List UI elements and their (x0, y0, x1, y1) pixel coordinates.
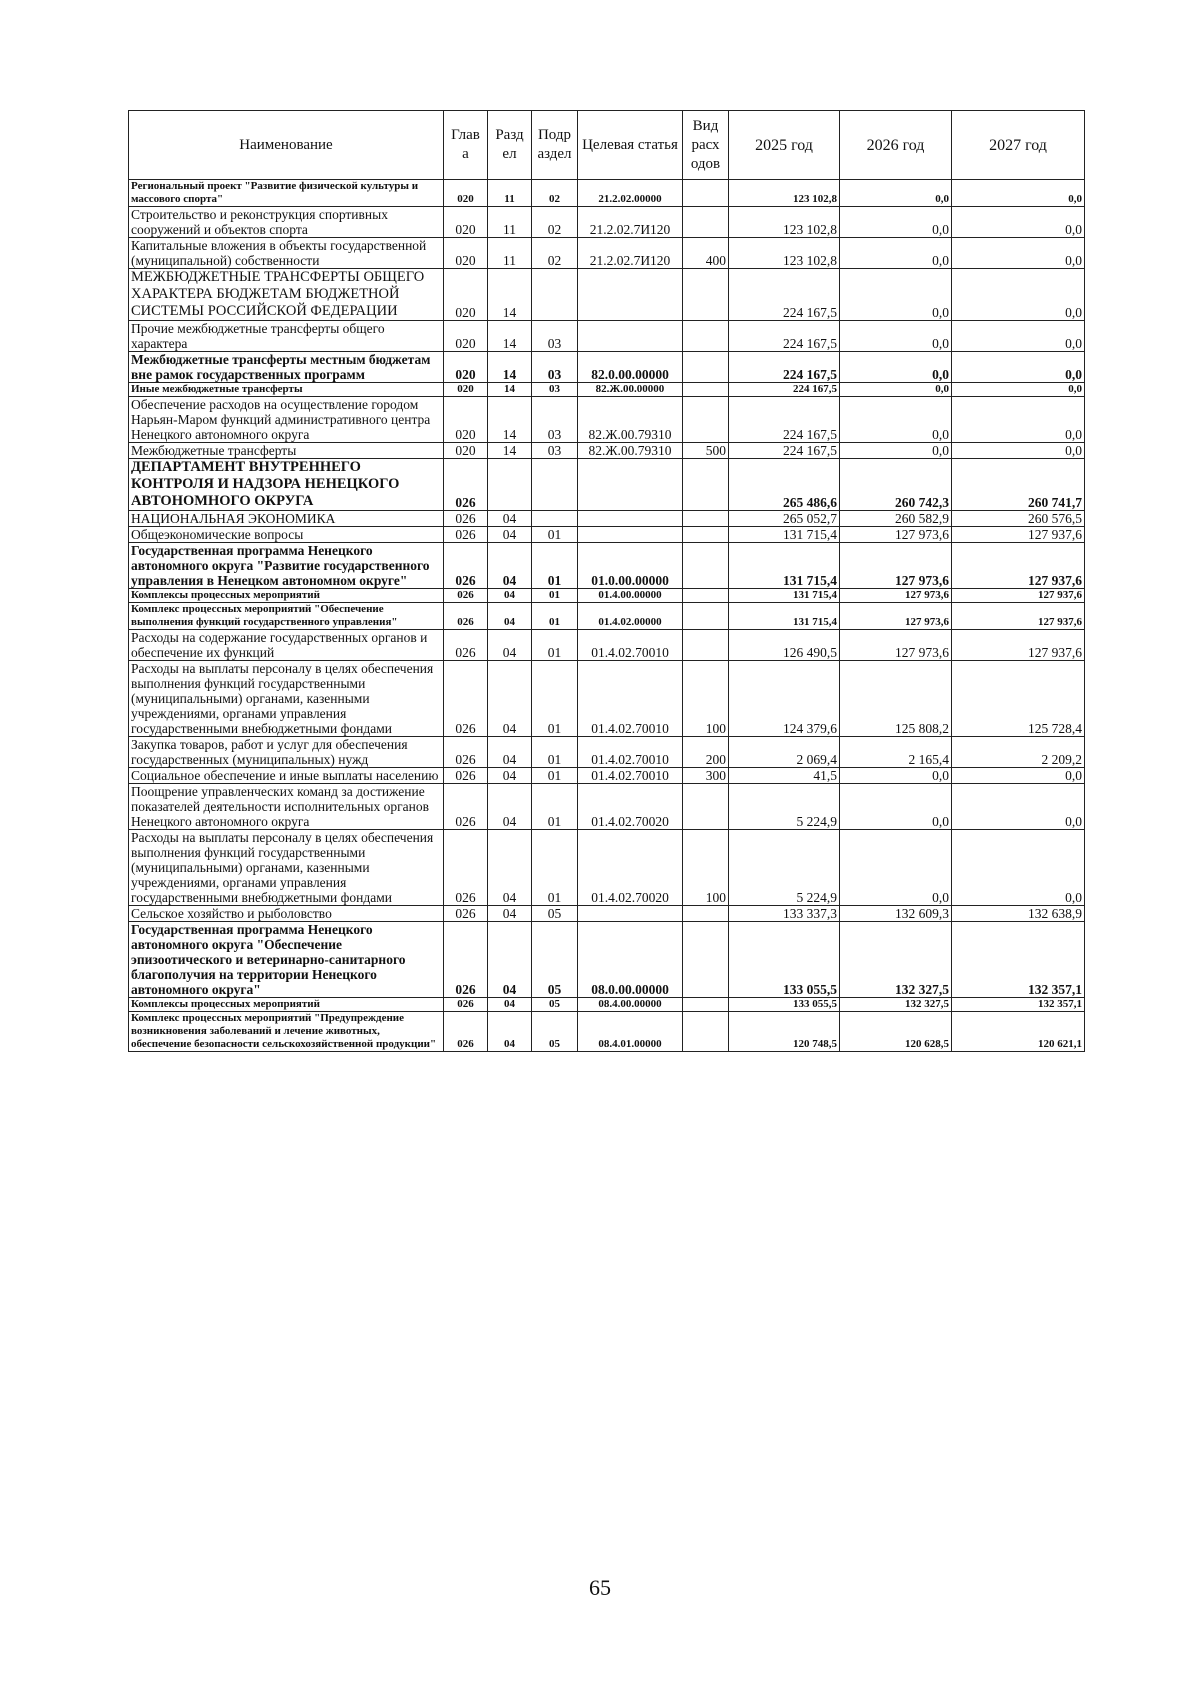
cell-p: 03 (532, 321, 578, 352)
table-row (129, 207, 1085, 238)
cell-v1: 131 715,4 (729, 527, 840, 543)
cell-p: 01 (532, 589, 578, 603)
cell-g: 020 (444, 443, 488, 459)
cell-vr (683, 527, 729, 543)
cell-v1: 224 167,5 (729, 383, 840, 397)
cell-r: 04 (488, 784, 532, 830)
cell-name: НАЦИОНАЛЬНАЯ ЭКОНОМИКА (129, 511, 444, 527)
cell-name: Комплексы процессных мероприятий (129, 998, 444, 1012)
cell-name: Расходы на выплаты персоналу в целях обеспечения выполнения функций государственными (муниципальными) органами, казенными учреждениями, органами управления государственными внебюджетными фондами (129, 661, 444, 737)
cell-p: 01 (532, 737, 578, 768)
header-name: Наименование (129, 111, 444, 180)
table-row (129, 630, 1085, 661)
table-row (129, 998, 1085, 1012)
cell-g: 026 (444, 922, 488, 998)
cell-v1: 224 167,5 (729, 443, 840, 459)
cell-r: 14 (488, 321, 532, 352)
cell-vr (683, 589, 729, 603)
cell-vr (683, 543, 729, 589)
cell-vr: 400 (683, 238, 729, 269)
cell-g: 020 (444, 321, 488, 352)
header-vr: Вид расх одов (683, 111, 729, 180)
cell-name: Межбюджетные трансферты (129, 443, 444, 459)
cell-name: Комплексы процессных мероприятий (129, 589, 444, 603)
table-row (129, 784, 1085, 830)
cell-v2: 127 973,6 (840, 630, 952, 661)
cell-vr: 200 (683, 737, 729, 768)
cell-p: 01 (532, 830, 578, 906)
table-row (129, 352, 1085, 383)
page-number: 65 (589, 1575, 611, 1600)
cell-v1: 123 102,8 (729, 238, 840, 269)
cell-name: Общеэкономические вопросы (129, 527, 444, 543)
cell-vr: 300 (683, 768, 729, 784)
cell-v2: 0,0 (840, 443, 952, 459)
cell-p: 01 (532, 527, 578, 543)
table-row (129, 269, 1085, 321)
cell-v1: 41,5 (729, 768, 840, 784)
cell-cs: 82.Ж.00.79310 (578, 397, 683, 443)
cell-v1: 224 167,5 (729, 397, 840, 443)
cell-g: 026 (444, 1012, 488, 1052)
header-2025: 2025 год (729, 111, 840, 180)
cell-r: 04 (488, 527, 532, 543)
table-row (129, 397, 1085, 443)
cell-g: 026 (444, 543, 488, 589)
cell-v1: 133 337,3 (729, 906, 840, 922)
cell-g: 020 (444, 352, 488, 383)
cell-v1: 124 379,6 (729, 661, 840, 737)
cell-g: 026 (444, 830, 488, 906)
cell-vr (683, 922, 729, 998)
cell-p: 05 (532, 922, 578, 998)
cell-p (532, 269, 578, 321)
cell-v2: 0,0 (840, 784, 952, 830)
cell-p: 01 (532, 661, 578, 737)
cell-v1: 131 715,4 (729, 589, 840, 603)
cell-cs: 01.4.02.70020 (578, 830, 683, 906)
cell-vr (683, 459, 729, 511)
cell-v2: 125 808,2 (840, 661, 952, 737)
cell-v3: 0,0 (952, 383, 1085, 397)
cell-p: 02 (532, 238, 578, 269)
cell-r: 04 (488, 661, 532, 737)
cell-vr (683, 207, 729, 238)
cell-r: 11 (488, 180, 532, 207)
cell-name: Государственная программа Ненецкого автономного округа "Обеспечение эпизоотического и ветеринарно-санитарного благополучия на территории Ненецкого автономного округа" (129, 922, 444, 998)
cell-g: 020 (444, 207, 488, 238)
cell-name: Закупка товаров, работ и услуг для обеспечения государственных (муниципальных) нужд (129, 737, 444, 768)
table-row (129, 830, 1085, 906)
cell-p (532, 511, 578, 527)
cell-v3: 0,0 (952, 352, 1085, 383)
table-row (129, 180, 1085, 207)
header-cs: Целевая статья (578, 111, 683, 180)
cell-v3: 0,0 (952, 207, 1085, 238)
cell-p: 01 (532, 768, 578, 784)
header-razd: Разд ел (488, 111, 532, 180)
cell-vr (683, 906, 729, 922)
cell-p (532, 459, 578, 511)
cell-r: 14 (488, 397, 532, 443)
table-row (129, 543, 1085, 589)
cell-g: 026 (444, 906, 488, 922)
cell-r: 14 (488, 352, 532, 383)
cell-v3: 0,0 (952, 180, 1085, 207)
table-row (129, 459, 1085, 511)
cell-cs: 21.2.02.7И120 (578, 238, 683, 269)
cell-name: Строительство и реконструкция спортивных сооружений и объектов спорта (129, 207, 444, 238)
header-podr: Подр аздел (532, 111, 578, 180)
cell-cs (578, 269, 683, 321)
cell-r: 04 (488, 906, 532, 922)
cell-g: 020 (444, 269, 488, 321)
cell-v1: 224 167,5 (729, 352, 840, 383)
cell-vr (683, 603, 729, 630)
cell-p: 05 (532, 1012, 578, 1052)
cell-v3: 0,0 (952, 443, 1085, 459)
cell-r: 04 (488, 603, 532, 630)
cell-r: 11 (488, 207, 532, 238)
cell-name: Комплекс процессных мероприятий "Обеспечение выполнения функций государственного управления" (129, 603, 444, 630)
cell-r: 14 (488, 443, 532, 459)
cell-vr (683, 383, 729, 397)
cell-v3: 260 576,5 (952, 511, 1085, 527)
cell-name: ДЕПАРТАМЕНТ ВНУТРЕННЕГО КОНТРОЛЯ И НАДЗОРА НЕНЕЦКОГО АВТОНОМНОГО ОКРУГА (129, 459, 444, 511)
cell-v1: 265 052,7 (729, 511, 840, 527)
cell-v3: 127 937,6 (952, 630, 1085, 661)
cell-name: Межбюджетные трансферты местным бюджетам вне рамок государственных программ (129, 352, 444, 383)
cell-name: Обеспечение расходов на осуществление городом Нарьян-Маром функций административного центра Ненецкого автономного округа (129, 397, 444, 443)
cell-name: Поощрение управленческих команд за достижение показателей деятельности исполнительных органов Ненецкого автономного округа (129, 784, 444, 830)
cell-p: 03 (532, 397, 578, 443)
cell-vr (683, 1012, 729, 1052)
cell-cs: 01.4.02.70010 (578, 737, 683, 768)
cell-v1: 120 748,5 (729, 1012, 840, 1052)
cell-cs: 01.4.00.00000 (578, 589, 683, 603)
cell-v3: 0,0 (952, 768, 1085, 784)
cell-v1: 131 715,4 (729, 543, 840, 589)
cell-p: 01 (532, 784, 578, 830)
table-header-row (129, 111, 1085, 180)
cell-v3: 120 621,1 (952, 1012, 1085, 1052)
cell-cs: 01.4.02.70010 (578, 768, 683, 784)
cell-v2: 0,0 (840, 383, 952, 397)
cell-p: 03 (532, 352, 578, 383)
cell-g: 020 (444, 238, 488, 269)
table-body (129, 180, 1085, 1052)
cell-v3: 132 357,1 (952, 998, 1085, 1012)
table-row (129, 527, 1085, 543)
cell-name: Прочие межбюджетные трансферты общего характера (129, 321, 444, 352)
cell-v3: 127 937,6 (952, 603, 1085, 630)
cell-r: 04 (488, 1012, 532, 1052)
table-row (129, 603, 1085, 630)
cell-cs: 82.Ж.00.79310 (578, 443, 683, 459)
cell-g: 026 (444, 459, 488, 511)
cell-cs: 01.4.02.70010 (578, 630, 683, 661)
cell-v3: 127 937,6 (952, 589, 1085, 603)
cell-r: 14 (488, 383, 532, 397)
cell-r: 14 (488, 269, 532, 321)
cell-r: 04 (488, 768, 532, 784)
cell-cs: 82.Ж.00.00000 (578, 383, 683, 397)
cell-v2: 0,0 (840, 352, 952, 383)
cell-vr (683, 352, 729, 383)
table-row (129, 922, 1085, 998)
cell-v1: 224 167,5 (729, 321, 840, 352)
cell-p: 05 (532, 906, 578, 922)
cell-p: 03 (532, 443, 578, 459)
cell-vr (683, 269, 729, 321)
cell-v3: 132 357,1 (952, 922, 1085, 998)
cell-v2: 0,0 (840, 321, 952, 352)
cell-g: 020 (444, 383, 488, 397)
cell-vr (683, 397, 729, 443)
cell-g: 020 (444, 397, 488, 443)
cell-v1: 265 486,6 (729, 459, 840, 511)
cell-v3: 0,0 (952, 830, 1085, 906)
header-glav: Глав а (444, 111, 488, 180)
cell-cs: 01.4.02.00000 (578, 603, 683, 630)
cell-r: 04 (488, 922, 532, 998)
cell-g: 026 (444, 784, 488, 830)
cell-g: 026 (444, 589, 488, 603)
cell-v1: 123 102,8 (729, 207, 840, 238)
cell-g: 026 (444, 630, 488, 661)
cell-v3: 125 728,4 (952, 661, 1085, 737)
cell-g: 026 (444, 603, 488, 630)
cell-r: 04 (488, 830, 532, 906)
cell-vr: 100 (683, 830, 729, 906)
cell-v2: 0,0 (840, 397, 952, 443)
cell-r (488, 459, 532, 511)
cell-cs (578, 511, 683, 527)
cell-r: 04 (488, 737, 532, 768)
table-row (129, 1012, 1085, 1052)
cell-v2: 127 973,6 (840, 527, 952, 543)
cell-name: Капитальные вложения в объекты государственной (муниципальной) собственности (129, 238, 444, 269)
cell-cs (578, 527, 683, 543)
cell-name: Комплекс процессных мероприятий "Предупреждение возникновения заболеваний и лечение животных, обеспечение безопасности сельскохозяйственной продукции" (129, 1012, 444, 1052)
cell-g: 026 (444, 998, 488, 1012)
cell-r: 04 (488, 511, 532, 527)
cell-name: Сельское хозяйство и рыболовство (129, 906, 444, 922)
cell-g: 020 (444, 180, 488, 207)
table-row (129, 737, 1085, 768)
cell-vr: 100 (683, 661, 729, 737)
cell-vr (683, 998, 729, 1012)
cell-v2: 132 327,5 (840, 922, 952, 998)
cell-v1: 133 055,5 (729, 998, 840, 1012)
cell-cs: 08.0.00.00000 (578, 922, 683, 998)
cell-r: 04 (488, 998, 532, 1012)
cell-cs (578, 906, 683, 922)
cell-name: Иные межбюджетные трансферты (129, 383, 444, 397)
cell-name: МЕЖБЮДЖЕТНЫЕ ТРАНСФЕРТЫ ОБЩЕГО ХАРАКТЕРА БЮДЖЕТАМ БЮДЖЕТНОЙ СИСТЕМЫ РОССИЙСКОЙ ФЕДЕРАЦИИ (129, 269, 444, 321)
table-row (129, 768, 1085, 784)
cell-v3: 0,0 (952, 784, 1085, 830)
cell-name: Расходы на содержание государственных органов и обеспечение их функций (129, 630, 444, 661)
cell-v3: 127 937,6 (952, 543, 1085, 589)
cell-v2: 0,0 (840, 269, 952, 321)
cell-v1: 123 102,8 (729, 180, 840, 207)
cell-v1: 5 224,9 (729, 830, 840, 906)
cell-p: 01 (532, 603, 578, 630)
cell-v2: 0,0 (840, 207, 952, 238)
table-row (129, 661, 1085, 737)
cell-v2: 260 582,9 (840, 511, 952, 527)
cell-r: 04 (488, 589, 532, 603)
table-row (129, 238, 1085, 269)
cell-vr (683, 321, 729, 352)
cell-cs: 01.4.02.70010 (578, 661, 683, 737)
cell-name: Социальное обеспечение и иные выплаты населению (129, 768, 444, 784)
cell-g: 026 (444, 511, 488, 527)
cell-v2: 2 165,4 (840, 737, 952, 768)
cell-v2: 127 973,6 (840, 589, 952, 603)
cell-v1: 2 069,4 (729, 737, 840, 768)
cell-v2: 120 628,5 (840, 1012, 952, 1052)
table-row (129, 383, 1085, 397)
cell-v3: 260 741,7 (952, 459, 1085, 511)
cell-r: 04 (488, 543, 532, 589)
table-row (129, 589, 1085, 603)
cell-cs (578, 321, 683, 352)
cell-cs: 08.4.00.00000 (578, 998, 683, 1012)
cell-p: 01 (532, 630, 578, 661)
cell-vr (683, 511, 729, 527)
cell-v2: 132 609,3 (840, 906, 952, 922)
cell-g: 026 (444, 661, 488, 737)
header-2027: 2027 год (952, 111, 1085, 180)
cell-cs: 01.4.02.70020 (578, 784, 683, 830)
cell-p: 05 (532, 998, 578, 1012)
cell-p: 02 (532, 207, 578, 238)
cell-v2: 127 973,6 (840, 543, 952, 589)
cell-vr (683, 630, 729, 661)
table-row (129, 321, 1085, 352)
cell-name: Расходы на выплаты персоналу в целях обеспечения выполнения функций государственными (муниципальными) органами, казенными учреждениями, органами управления государственными внебюджетными фондами (129, 830, 444, 906)
header-2026: 2026 год (840, 111, 952, 180)
cell-v3: 0,0 (952, 269, 1085, 321)
cell-v2: 0,0 (840, 238, 952, 269)
table-row (129, 511, 1085, 527)
cell-v2: 0,0 (840, 768, 952, 784)
cell-v3: 0,0 (952, 397, 1085, 443)
cell-cs: 08.4.01.00000 (578, 1012, 683, 1052)
cell-v2: 260 742,3 (840, 459, 952, 511)
cell-vr: 500 (683, 443, 729, 459)
cell-v2: 0,0 (840, 830, 952, 906)
cell-cs: 82.0.00.00000 (578, 352, 683, 383)
cell-v2: 0,0 (840, 180, 952, 207)
cell-g: 026 (444, 737, 488, 768)
cell-vr (683, 180, 729, 207)
cell-v1: 133 055,5 (729, 922, 840, 998)
cell-v1: 126 490,5 (729, 630, 840, 661)
cell-p: 01 (532, 543, 578, 589)
cell-v1: 5 224,9 (729, 784, 840, 830)
cell-cs (578, 459, 683, 511)
cell-r: 11 (488, 238, 532, 269)
cell-v2: 127 973,6 (840, 603, 952, 630)
table-row (129, 906, 1085, 922)
cell-r: 04 (488, 630, 532, 661)
cell-v3: 0,0 (952, 321, 1085, 352)
cell-cs: 01.0.00.00000 (578, 543, 683, 589)
cell-vr (683, 784, 729, 830)
cell-v3: 2 209,2 (952, 737, 1085, 768)
cell-v3: 132 638,9 (952, 906, 1085, 922)
cell-v3: 127 937,6 (952, 527, 1085, 543)
cell-v1: 224 167,5 (729, 269, 840, 321)
cell-v2: 132 327,5 (840, 998, 952, 1012)
cell-v1: 131 715,4 (729, 603, 840, 630)
table-row (129, 443, 1085, 459)
cell-g: 026 (444, 768, 488, 784)
cell-p: 02 (532, 180, 578, 207)
cell-g: 026 (444, 527, 488, 543)
budget-table (128, 110, 1085, 1052)
cell-v3: 0,0 (952, 238, 1085, 269)
cell-p: 03 (532, 383, 578, 397)
cell-name: Государственная программа Ненецкого автономного округа "Развитие государственного управления в Ненецком автономном округе" (129, 543, 444, 589)
cell-name: Региональный проект "Развитие физической культуры и массового спорта" (129, 180, 444, 207)
cell-cs: 21.2.02.7И120 (578, 207, 683, 238)
cell-cs: 21.2.02.00000 (578, 180, 683, 207)
